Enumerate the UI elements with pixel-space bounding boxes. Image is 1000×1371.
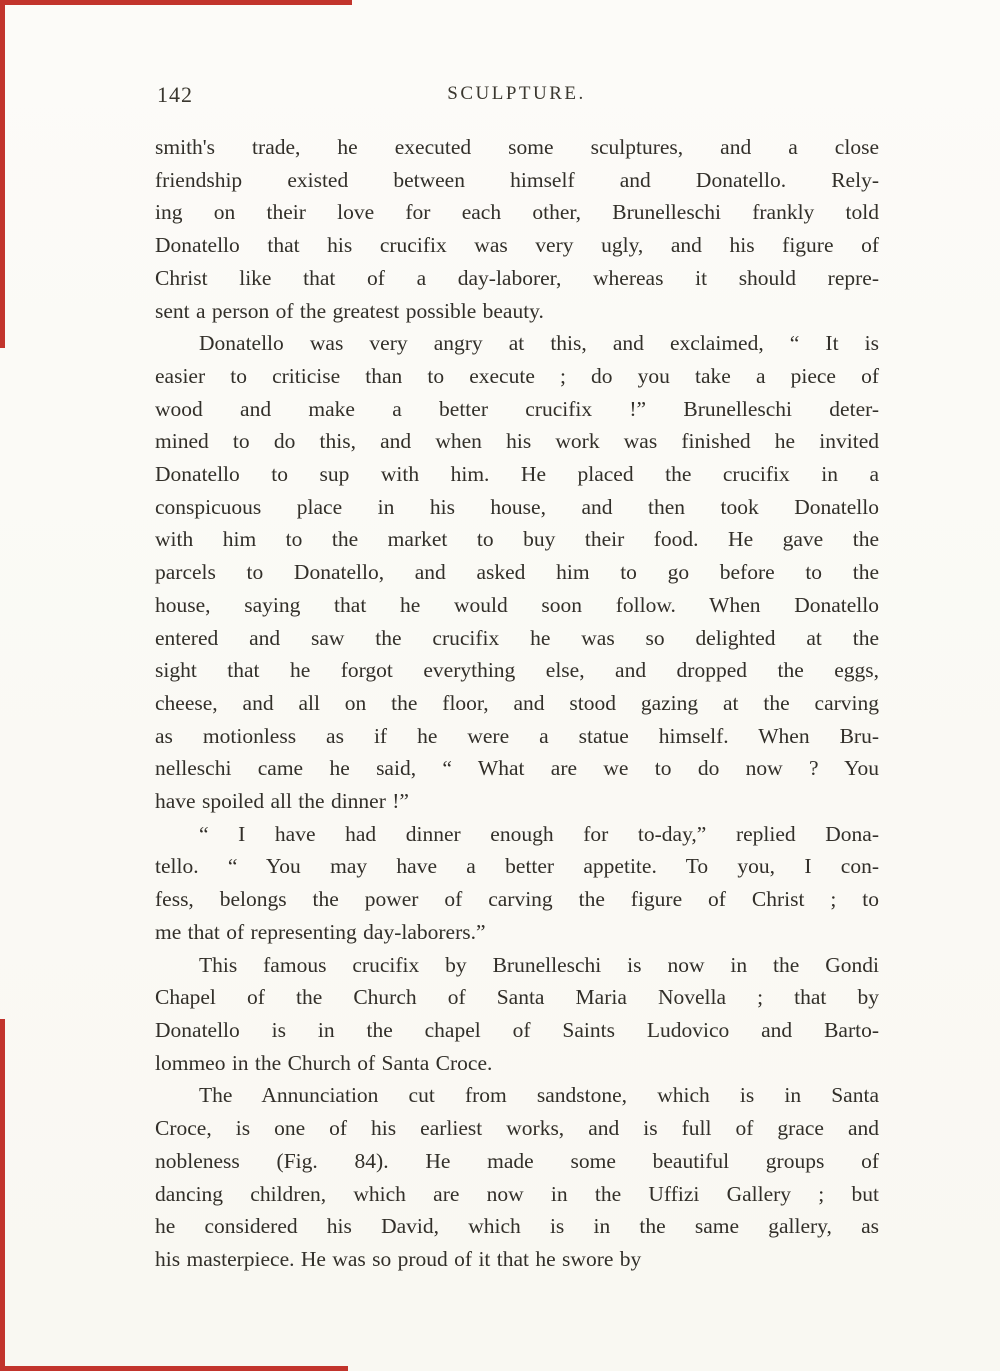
paragraph: [155, 1079, 879, 1275]
text-line: fess, belongs the power of carving the figure of Christ ; to: [155, 887, 879, 912]
text-line: have spoiled all the dinner !”: [155, 789, 409, 814]
scan-edge-artifact-bottom: [0, 1366, 348, 1371]
text-line: as motionless as if he were a statue himself. When Bru-: [155, 723, 879, 748]
text-line: Chapel of the Church of Santa Maria Novella ; that by: [155, 985, 879, 1010]
text-line: nobleness (Fig. 84). He made some beautiful groups of: [155, 1148, 879, 1173]
scan-edge-artifact-top: [0, 0, 352, 5]
text-line: This famous crucifix by Brunelleschi is now in the Gondi: [199, 952, 879, 977]
text-line: Donatello is in the chapel of Saints Ludovico and Barto-: [155, 1017, 879, 1042]
text-line: with him to the market to buy their food. He gave the: [155, 527, 879, 552]
page-number: 142: [157, 82, 193, 107]
text-line: sight that he forgot everything else, and dropped the eggs,: [155, 658, 879, 683]
text-line: me that of representing day-laborers.”: [155, 919, 486, 944]
text-line: dancing children, which are now in the Uffizi Gallery ; but: [155, 1181, 879, 1206]
scan-edge-artifact-left-bottom: [0, 1019, 5, 1371]
paragraph: [155, 131, 879, 327]
text-line: his masterpiece. He was so proud of it that he swore by: [155, 1246, 642, 1271]
paragraph: [155, 949, 879, 1080]
text-line: conspicuous place in his house, and then took Donatello: [155, 494, 879, 519]
text-line: The Annunciation cut from sandstone, which is in Santa: [199, 1083, 879, 1108]
text-line: ing on their love for each other, Brunelleschi frankly told: [155, 200, 879, 225]
page-body: [155, 131, 879, 1276]
text-line: entered and saw the crucifix he was so delighted at the: [155, 625, 879, 650]
text-line: cheese, and all on the floor, and stood gazing at the carving: [155, 690, 879, 715]
text-line: house, saying that he would soon follow. When Donatello: [155, 592, 879, 617]
running-header-title: SCULPTURE.: [447, 83, 586, 104]
running-head: [155, 82, 878, 112]
paragraph: [155, 818, 879, 949]
text-line: lommeo in the Church of Santa Croce.: [155, 1050, 493, 1075]
text-line: “ I have had dinner enough for to-day,” replied Dona-: [199, 821, 879, 846]
text-line: parcels to Donatello, and asked him to go before to the: [155, 560, 879, 585]
text-line: he considered his David, which is in the same gallery, as: [155, 1214, 879, 1239]
text-line: friendship existed between himself and Donatello. Rely-: [155, 167, 879, 192]
text-line: sent a person of the greatest possible beauty.: [155, 298, 544, 323]
paragraph: [155, 327, 879, 818]
text-line: Donatello was very angry at this, and exclaimed, “ It is: [199, 331, 879, 356]
text-line: Donatello to sup with him. He placed the crucifix in a: [155, 462, 879, 487]
text-line: Christ like that of a day-laborer, whereas it should repre-: [155, 265, 879, 290]
scan-edge-artifact-left-top: [0, 0, 5, 348]
text-line: wood and make a better crucifix !” Brunelleschi deter-: [155, 396, 879, 421]
text-line: Donatello that his crucifix was very ugly, and his figure of: [155, 233, 879, 258]
text-line: easier to criticise than to execute ; do you take a piece of: [155, 363, 879, 388]
text-line: mined to do this, and when his work was finished he invited: [155, 429, 879, 454]
text-line: tello. “ You may have a better appetite. To you, I con-: [155, 854, 879, 879]
text-line: Croce, is one of his earliest works, and is full of grace and: [155, 1116, 879, 1141]
text-line: smith's trade, he executed some sculptures, and a close: [155, 135, 879, 159]
text-line: nelleschi came he said, “ What are we to do now ? You: [155, 756, 879, 781]
